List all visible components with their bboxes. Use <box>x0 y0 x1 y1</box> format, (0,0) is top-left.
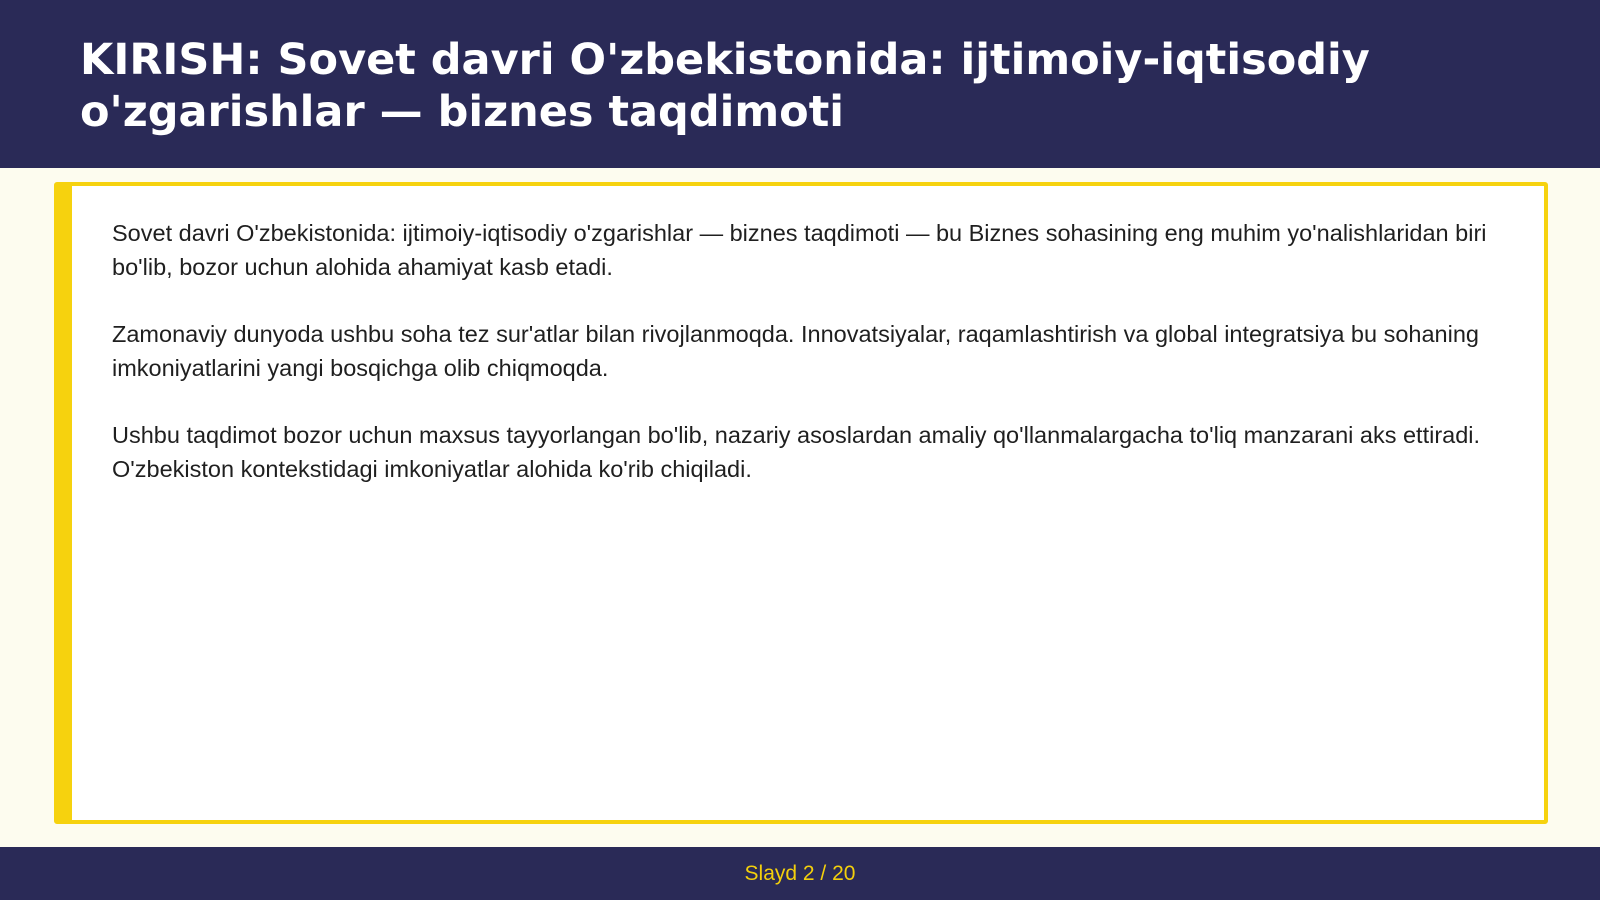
slide-title: KIRISH: Sovet davri O'zbekistonida: ijtimoiy-iqtisodiy o'zgarishlar — biznes taqdimoti <box>80 35 1370 137</box>
body-paragraph: Ushbu taqdimot bozor uchun maxsus tayyorlangan bo'lib, nazariy asoslardan amaliy qo'llanmalargacha to'liq manzarani aks ettiradi. O'zbekiston kontekstidagi imkoniyatlar alohida ko'rib chiqiladi. <box>112 422 1481 482</box>
body-paragraph: Zamonaviy dunyoda ushbu soha tez sur'atlar bilan rivojlanmoqda. Innovatsiyalar, raqamlashtirish va global integratsiya bu sohaning imkoniyatlarini yangi bosqichga olib chiqmoqda. <box>112 321 1479 381</box>
body-paragraph: Sovet davri O'zbekistonida: ijtimoiy-iqtisodiy o'zgarishlar — biznes taqdimoti — bu Biznes sohasining eng muhim yo'nalishlaridan biri bo'lib, bozor uchun alohida ahamiyat kasb etadi. <box>112 220 1487 280</box>
slide-footer <box>0 847 1600 900</box>
content-card <box>54 182 1548 824</box>
slide-header <box>0 0 1600 168</box>
slide-counter: Slayd 2 / 20 <box>744 861 856 885</box>
